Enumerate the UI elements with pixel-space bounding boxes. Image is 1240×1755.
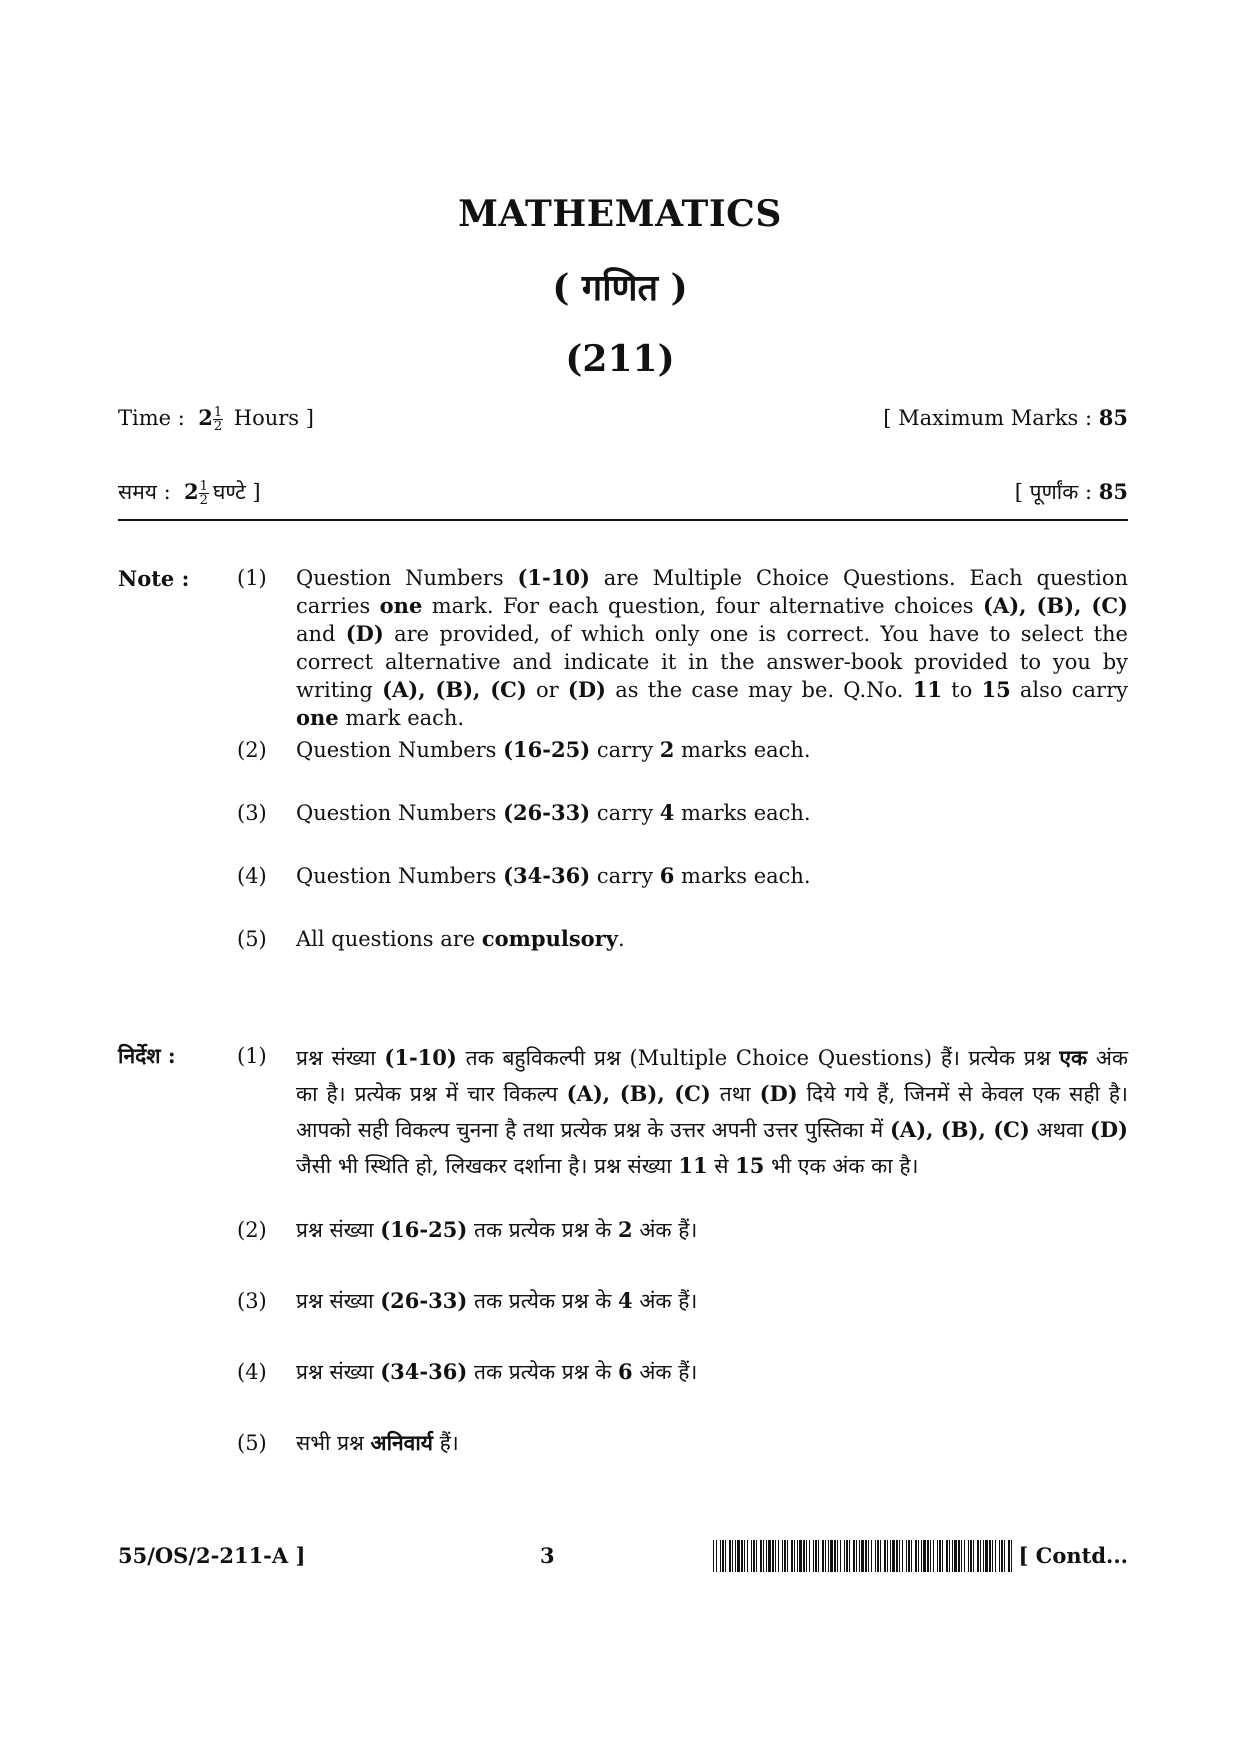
note-hi-item-5: सभी प्रश्न अनिवार्य हैं। xyxy=(296,1430,459,1455)
max-marks-label-hi: [ पूर्णांक : xyxy=(1014,480,1093,504)
note-hi-item-number: (5) xyxy=(237,1431,267,1455)
time-allowed-hi xyxy=(118,478,261,507)
note-hi-item-number: (2) xyxy=(237,1218,267,1242)
fraction-numerator: 1 xyxy=(213,405,223,420)
subject-code: (211) xyxy=(565,338,675,380)
note-item-3: Question Numbers (26-33) carry 4 marks each. xyxy=(296,800,811,825)
time-whole: 2 xyxy=(198,405,213,430)
time-fraction-hi xyxy=(199,480,209,507)
note-hi-item-1: प्रश्न संख्या (1-10) तक बहुविकल्पी प्रश्न (Multiple Choice Questions) हैं। प्रत्येक प्रश्न एक अंक का है। प्रत्येक प्रश्न में चार विकल्प (A), (B), (C) तथा (D) दिये गये हैं, जिनमें से केवल एक सही है। आपको सही विकल्प चुनना है तथा प्रत्येक प्रश्न के उत्तर अपनी उत्तर पुस्तिका में (A), (B), (C) अथवा (D) जैसी भी स्थिति हो, लिखकर दर्शाना है। प्रश्न संख्या 11 से 15 भी एक अंक का है। xyxy=(296,1045,1129,1178)
time-fraction xyxy=(213,406,223,433)
max-marks-hi xyxy=(1015,478,1128,506)
time-label: Time : xyxy=(118,406,185,430)
time-allowed-en xyxy=(118,405,314,433)
max-marks-en xyxy=(883,405,1128,430)
note-hi-item-4: प्रश्न संख्या (34-36) तक प्रत्येक प्रश्न के 6 अंक हैं। xyxy=(296,1359,698,1384)
time-label-hi: समय : xyxy=(118,480,171,504)
time-whole-hi: 2 xyxy=(184,479,199,504)
note-item-number: (4) xyxy=(237,864,267,888)
fraction-denominator: 2 xyxy=(213,419,223,434)
note-hi-item-number: (4) xyxy=(237,1360,267,1384)
max-marks-label: [ Maximum Marks : xyxy=(883,406,1093,430)
time-unit: Hours ] xyxy=(233,406,314,430)
note-item-4: Question Numbers (34-36) carry 6 marks each. xyxy=(296,863,811,888)
max-marks-value: 85 xyxy=(1098,405,1128,430)
note-hi-item-3: प्रश्न संख्या (26-33) तक प्रत्येक प्रश्न के 4 अंक हैं। xyxy=(296,1288,698,1313)
paper-code: 55/OS/2-211-A ] xyxy=(118,1543,306,1568)
note-hi-item-number: (3) xyxy=(237,1289,267,1313)
page-number: 3 xyxy=(540,1543,555,1568)
divider xyxy=(118,519,1128,521)
note-label-hindi: निर्देश : xyxy=(118,1043,176,1068)
note-hi-item-2: प्रश्न संख्या (16-25) तक प्रत्येक प्रश्न के 2 अंक हैं। xyxy=(296,1217,698,1242)
note-item-5: All questions are compulsory. xyxy=(296,926,625,951)
fraction-denominator-hi: 2 xyxy=(199,493,208,508)
time-unit-hi: घण्टे ] xyxy=(212,480,261,504)
note-hi-item-number: (1) xyxy=(237,1044,267,1068)
note-item-number: (3) xyxy=(237,801,267,825)
barcode-icon xyxy=(713,1540,1013,1572)
max-marks-value-hi: 85 xyxy=(1098,479,1128,504)
note-item-2: Question Numbers (16-25) carry 2 marks each. xyxy=(296,737,811,762)
note-item-number: (5) xyxy=(237,927,267,951)
page-title: MATHEMATICS xyxy=(458,193,782,235)
note-label: Note : xyxy=(118,566,190,591)
note-item-number: (2) xyxy=(237,738,267,762)
fraction-numerator-hi: 1 xyxy=(199,479,208,494)
continued-label: [ Contd... xyxy=(1018,1543,1128,1568)
note-item-1: Question Numbers (1-10) are Multiple Choice Questions. Each question carries one mark. For each question, four alternative choices (A), (B), (C) and (D) are provided, of which only one is correct. You have to select the correct alternative and indicate it in the answer-book provided to you by writing (A), (B), (C) or (D) as the case may be. Q.No. 11 to 15 also carry one mark each. xyxy=(296,565,1128,730)
note-item-number: (1) xyxy=(237,566,267,590)
page-title-hindi: ( गणित ) xyxy=(552,267,688,309)
